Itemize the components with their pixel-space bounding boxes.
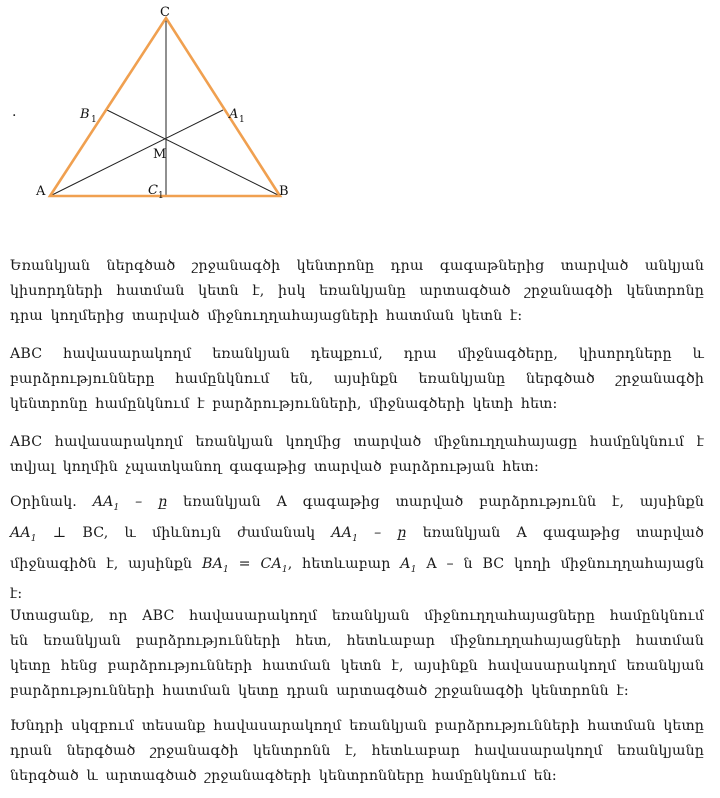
math-aa1: $AA_1$ bbox=[10, 524, 37, 544]
center-label-m: M bbox=[153, 147, 167, 162]
altitude-a bbox=[50, 110, 223, 196]
foot-label-c1: C bbox=[148, 183, 158, 198]
paragraph-4-example bbox=[10, 490, 704, 607]
text-line: բարձրությունները համընկնում են, այսինքն եռանկյանը ներգծած շրջանագծի bbox=[10, 371, 704, 387]
text-line: դրան ներգծած շրջանագծի կենտրոնն է, հետևաբար հավասարակողմ եռանկյանը bbox=[10, 743, 704, 759]
text-line: կիսորդների հատման կետն է, իսկ եռանկյանը արտագծած շրջանագծի կենտրոնը bbox=[10, 283, 704, 299]
text-line: ներգծած և արտագծած շրջանագծերի կենտրոնները համընկնում են: bbox=[10, 768, 557, 784]
text-line: Օրինակ. $AA_1$ – ը եռանկյան A գագաթից տարված բարձրությունն է, այսինքն bbox=[10, 494, 704, 513]
paragraph-2 bbox=[10, 342, 704, 417]
paragraph-3 bbox=[10, 430, 704, 480]
math-ba1-ca1: $BA_1 = CA_1$ bbox=[202, 555, 288, 575]
text-line: միջնագիծն է, այսինքն $BA_1 = CA_1$, հետևաբար $A_1$ A – ն BC կողի միջնուղղահայացն bbox=[10, 555, 704, 575]
foot-label-c1-sub: 1 bbox=[158, 191, 164, 201]
text-line: Եռանկյան ներգծած շրջանագծի կենտրոնը դրա գագաթներից տարված անկյան bbox=[10, 258, 704, 274]
text-line: է: bbox=[10, 586, 23, 603]
equilateral-triangle-figure bbox=[0, 0, 320, 215]
vertex-label-b: B bbox=[279, 184, 289, 199]
math-a1: $A_1$ bbox=[400, 555, 417, 575]
text-line: դրա կողմերից տարված միջնուղղահայացների հատման կետն է: bbox=[10, 308, 523, 324]
text-line: $AA_1$ ⊥ BC, և միևնույն ժամանակ $AA_1$ – ը եռանկյան A գագաթից տարված bbox=[10, 524, 705, 544]
math-aa1: $AA_1$ – ը bbox=[331, 524, 407, 544]
text-line: Խնդրի սկզբում տեսանք հավասարակողմ եռանկյան բարձրությունների հատման կետը bbox=[10, 718, 704, 734]
text-line: Ստացանք, որ ABC հավասարակողմ եռանկյան միջնուղղահայացները համընկնում bbox=[10, 608, 704, 624]
foot-label-a1: A bbox=[229, 107, 239, 122]
text-line: կենտրոնը համընկնում է բարձրությունների, միջնագծերի կետի հետ: bbox=[10, 396, 558, 412]
paragraph-1 bbox=[10, 254, 704, 329]
paragraph-5 bbox=[10, 604, 704, 704]
text-line: ABC հավասարակողմ եռանկյան կողմից տարված միջնուղղահայացը համընկնում է bbox=[10, 434, 704, 450]
text-line: բարձրությունների հատման կետը դրան արտագծած շրջանագծի կենտրոնն է: bbox=[10, 683, 629, 699]
paragraph-6 bbox=[10, 714, 704, 789]
vertex-label-c: C bbox=[160, 5, 170, 20]
stray-dot: . bbox=[12, 104, 17, 120]
text-line: տվյալ կողմին չպատկանող գագաթից տարված բարձրության հետ: bbox=[10, 459, 539, 475]
vertex-label-a: A bbox=[36, 184, 46, 199]
foot-label-a1-sub: 1 bbox=[239, 115, 245, 125]
text-line: են եռանկյան բարձրությունների հետ, հետևաբար միջնուղղահայացների հատման bbox=[10, 633, 704, 649]
altitude-b bbox=[107, 110, 280, 196]
foot-label-b1: B bbox=[80, 107, 90, 122]
foot-label-b1-sub: 1 bbox=[91, 115, 97, 125]
text-line: ABC հավասարակողմ եռանկյան դեպքում, դրա միջնագծերը, կիսորդները և bbox=[10, 346, 704, 362]
math-aa1: $AA_1$ – ը bbox=[92, 494, 168, 513]
text-line: կետը հենց բարձրությունների հատման կետն է, այսինքն հավասարակողմ եռանկյան bbox=[10, 658, 704, 674]
